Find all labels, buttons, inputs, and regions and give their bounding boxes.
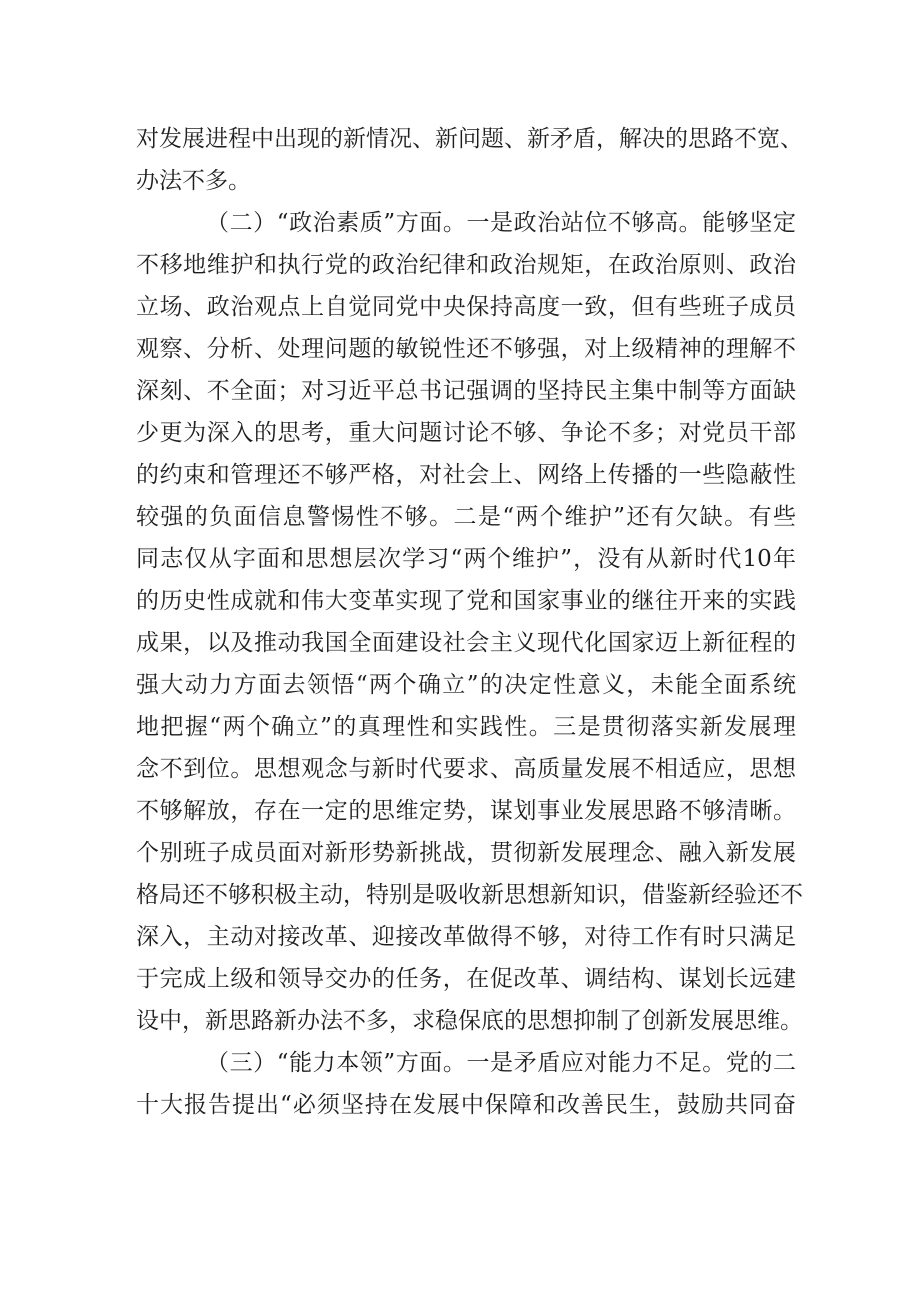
text-line: 立场、政治观点上自觉同党中央保持高度一致，但有些班子成员 bbox=[136, 294, 796, 320]
text-line: 格局还不够积极主动，特别是吸收新思想新知识，借鉴新经验还不 bbox=[136, 882, 803, 908]
text-line: 同志仅从字面和思想层次学习“两个维护”，没有从新时代10年 bbox=[136, 546, 796, 572]
text-line-section-heading: （三）“能力本领”方面。一是矛盾应对能力不足。党的二 bbox=[206, 1050, 796, 1076]
text-line: 于完成上级和领导交办的任务，在促改革、调结构、谋划长远建 bbox=[136, 966, 796, 992]
body-text bbox=[136, 118, 803, 1126]
text-line: 深入，主动对接改革、迎接改革做得不够，对待工作有时只满足 bbox=[136, 924, 796, 950]
text-line: 少更为深入的思考，重大问题讨论不够、争论不多；对党员干部 bbox=[136, 420, 796, 446]
text-line: 地把握“两个确立”的真理性和实践性。三是贯彻落实新发展理 bbox=[136, 714, 796, 740]
text-line: 成果，以及推动我国全面建设社会主义现代化国家迈上新征程的 bbox=[136, 630, 796, 656]
text-line: 念不到位。思想观念与新时代要求、高质量发展不相适应，思想 bbox=[136, 756, 796, 782]
text-line: 办法不多。 bbox=[136, 168, 251, 194]
text-line: 不够解放，存在一定的思维定势，谋划事业发展思路不够清晰。 bbox=[136, 798, 796, 824]
text-line: 深刻、不全面；对习近平总书记强调的坚持民主集中制等方面缺 bbox=[136, 378, 796, 404]
text-line: 强大动力方面去领悟“两个确立”的决定性意义，未能全面系统 bbox=[136, 672, 796, 698]
text-line: 的约束和管理还不够严格，对社会上、网络上传播的一些隐蔽性 bbox=[136, 462, 796, 488]
text-line: 观察、分析、处理问题的敏锐性还不够强，对上级精神的理解不 bbox=[136, 336, 796, 362]
text-line: 十大报告提出“必须坚持在发展中保障和改善民生，鼓励共同奋 bbox=[136, 1092, 796, 1118]
text-line-section-heading: （二）“政治素质”方面。一是政治站位不够高。能够坚定 bbox=[206, 210, 796, 236]
text-line: 个别班子成员面对新形势新挑战，贯彻新发展理念、融入新发展 bbox=[136, 840, 796, 866]
text-line: 对发展进程中出现的新情况、新问题、新矛盾，解决的思路不宽、 bbox=[136, 126, 803, 152]
text-line: 设中，新思路新办法不多，求稳保底的思想抑制了创新发展思维。 bbox=[136, 1008, 803, 1034]
text-line: 较强的负面信息警惕性不够。二是“两个维护”还有欠缺。有些 bbox=[136, 504, 796, 530]
text-line: 的历史性成就和伟大变革实现了党和国家事业的继往开来的实践 bbox=[136, 588, 796, 614]
text-line: 不移地维护和执行党的政治纪律和政治规矩，在政治原则、政治 bbox=[136, 252, 796, 278]
